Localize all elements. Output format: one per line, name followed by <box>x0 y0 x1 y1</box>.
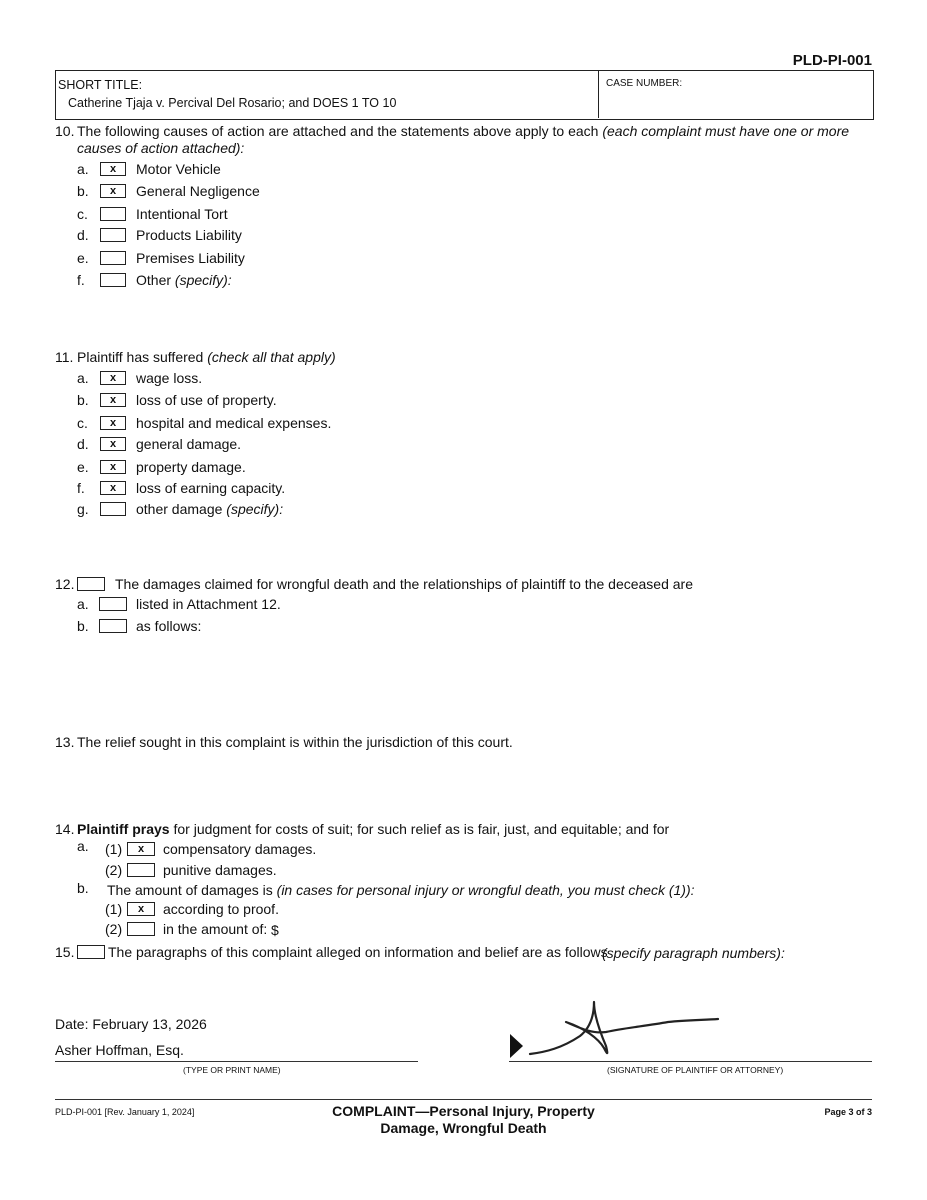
item11-italic: (check all that apply) <box>207 349 336 365</box>
item10-d-label: Products Liability <box>136 227 242 243</box>
item14-a2-num: (2) <box>105 862 123 878</box>
caption-divider <box>598 70 599 118</box>
name-caption: (TYPE OR PRINT NAME) <box>183 1065 281 1075</box>
item11-f-label: loss of earning capacity. <box>136 480 286 496</box>
item15-italic: (specify paragraph numbers): <box>602 945 785 961</box>
item10-d-letter: d. <box>77 227 89 243</box>
footer-rule <box>55 1099 872 1100</box>
item14-b-letter: b. <box>77 880 89 896</box>
item14-b2-checkbox[interactable] <box>127 922 155 936</box>
item10-f-letter: f. <box>77 272 85 288</box>
item11-g-label-text: other damage <box>136 501 223 517</box>
item10-f-specify: (specify): <box>174 272 232 288</box>
item14-b1-num: (1) <box>105 901 123 917</box>
short-title-label: SHORT TITLE: <box>58 78 143 92</box>
item10-e-label: Premises Liability <box>136 250 245 266</box>
item11-text-main: Plaintiff has suffered <box>77 349 204 365</box>
item15-checkbox[interactable] <box>77 945 105 959</box>
item14-b2-currency: $ <box>271 922 279 938</box>
item10-b-letter: b. <box>77 183 89 199</box>
signature-caption: (SIGNATURE OF PLAINTIFF OR ATTORNEY) <box>607 1065 784 1075</box>
item10-c-checkbox[interactable] <box>100 207 126 221</box>
item14-b-text-main: The amount of damages is <box>107 882 273 898</box>
name-line <box>55 1061 418 1062</box>
signature-arrow-icon <box>510 1034 523 1058</box>
short-title-value[interactable]: Catherine Tjaja v. Percival Del Rosario; and DOES 1 TO 10 <box>68 96 397 110</box>
item14-b1-label: according to proof. <box>163 901 279 917</box>
item10-f-label <box>136 272 232 288</box>
item14-b-text <box>107 882 695 898</box>
item11-text <box>77 349 336 365</box>
item10-italic-1: (each complaint must have one or more <box>602 123 850 139</box>
item11-f-checkbox[interactable]: x <box>100 481 126 495</box>
item10-text-main: The following causes of action are attached and the statements above apply to each <box>77 123 599 139</box>
item13-number: 13. <box>55 734 75 750</box>
item10-e-letter: e. <box>77 250 89 266</box>
date-value[interactable]: February 13, 2026 <box>92 1016 207 1032</box>
item14-a1-num: (1) <box>105 841 123 857</box>
item14-bold: Plaintiff prays <box>77 821 170 837</box>
item14-b1-checkbox[interactable]: x <box>127 902 155 916</box>
item11-g-label <box>136 501 283 517</box>
item14-b2-label: in the amount of: <box>163 921 268 937</box>
item14-a1-label: compensatory damages. <box>163 841 317 857</box>
item10-italic-2: causes of action attached): <box>77 140 245 156</box>
item10-c-label: Intentional Tort <box>136 206 228 222</box>
item11-b-letter: b. <box>77 392 89 408</box>
footer-title-line1: COMPLAINT—Personal Injury, Property <box>332 1103 595 1119</box>
item12-number: 12. <box>55 576 75 592</box>
item11-number: 11. <box>55 349 74 365</box>
item11-a-label: wage loss. <box>136 370 203 386</box>
item11-d-label: general damage. <box>136 436 242 452</box>
item14-text <box>77 821 669 837</box>
item11-g-specify: (specify): <box>226 501 284 517</box>
item10-a-checkbox[interactable]: x <box>100 162 126 176</box>
item11-e-letter: e. <box>77 459 89 475</box>
footer-title <box>300 1103 627 1137</box>
item10-f-label-text: Other <box>136 272 172 288</box>
item10-c-letter: c. <box>77 206 88 222</box>
item10-d-checkbox[interactable] <box>100 228 126 242</box>
item10-b-checkbox[interactable]: x <box>100 184 126 198</box>
item12-a-label: listed in Attachment 12. <box>136 596 281 612</box>
item11-c-letter: c. <box>77 415 88 431</box>
item11-b-checkbox[interactable]: x <box>100 393 126 407</box>
attorney-name[interactable]: Asher Hoffman, Esq. <box>55 1042 184 1058</box>
item10-text <box>77 123 849 139</box>
footer-page: Page 3 of 3 <box>824 1107 872 1117</box>
item12-b-letter: b. <box>77 618 89 634</box>
item10-e-checkbox[interactable] <box>100 251 126 265</box>
item12-b-label: as follows: <box>136 618 202 634</box>
item11-b-label: loss of use of property. <box>136 392 277 408</box>
item11-f-letter: f. <box>77 480 85 496</box>
item10-a-letter: a. <box>77 161 89 177</box>
item15-text: The paragraphs of this complaint alleged on information and belief are as follows <box>108 944 608 960</box>
item10-f-checkbox[interactable] <box>100 273 126 287</box>
item11-e-label: property damage. <box>136 459 246 475</box>
item11-c-label: hospital and medical expenses. <box>136 415 332 431</box>
item11-d-letter: d. <box>77 436 89 452</box>
item12-b-checkbox[interactable] <box>99 619 127 633</box>
item10-a-label: Motor Vehicle <box>136 161 221 177</box>
item15-number: 15. <box>55 944 75 960</box>
item12-a-letter: a. <box>77 596 89 612</box>
caption-box <box>55 70 874 120</box>
signature-line <box>509 1061 872 1062</box>
item14-b-italic: (in cases for personal injury or wrongful death, you must check (1)): <box>276 882 695 898</box>
date-row <box>55 1016 207 1032</box>
item11-e-checkbox[interactable]: x <box>100 460 126 474</box>
footer-form-rev: PLD-PI-001 [Rev. January 1, 2024] <box>55 1107 195 1117</box>
item14-a2-checkbox[interactable] <box>127 863 155 877</box>
item11-g-letter: g. <box>77 501 89 517</box>
item13-text: The relief sought in this complaint is within the jurisdiction of this court. <box>77 734 513 750</box>
item14-a1-checkbox[interactable]: x <box>127 842 155 856</box>
item10-number: 10. <box>55 123 75 139</box>
item14-a-letter: a. <box>77 838 89 854</box>
item11-d-checkbox[interactable]: x <box>100 437 126 451</box>
date-label: Date: <box>55 1016 89 1032</box>
item14-number: 14. <box>55 821 75 837</box>
item14-a2-label: punitive damages. <box>163 862 277 878</box>
signature-image[interactable] <box>528 998 728 1062</box>
item12-checkbox[interactable] <box>77 577 105 591</box>
item14-b2-num: (2) <box>105 921 123 937</box>
item11-a-checkbox[interactable]: x <box>100 371 126 385</box>
item12-a-checkbox[interactable] <box>99 597 127 611</box>
item10-b-label: General Negligence <box>136 183 260 199</box>
case-number-label: CASE NUMBER: <box>606 78 683 89</box>
form-id: PLD-PI-001 <box>792 52 872 69</box>
item11-c-checkbox[interactable]: x <box>100 416 126 430</box>
item11-a-letter: a. <box>77 370 89 386</box>
item11-g-checkbox[interactable] <box>100 502 126 516</box>
item12-text: The damages claimed for wrongful death and the relationships of plaintiff to the deceased are <box>115 576 693 592</box>
footer-title-line2: Damage, Wrongful Death <box>380 1120 547 1136</box>
item14-text-main: for judgment for costs of suit; for such relief as is fair, just, and equitable; and for <box>173 821 670 837</box>
